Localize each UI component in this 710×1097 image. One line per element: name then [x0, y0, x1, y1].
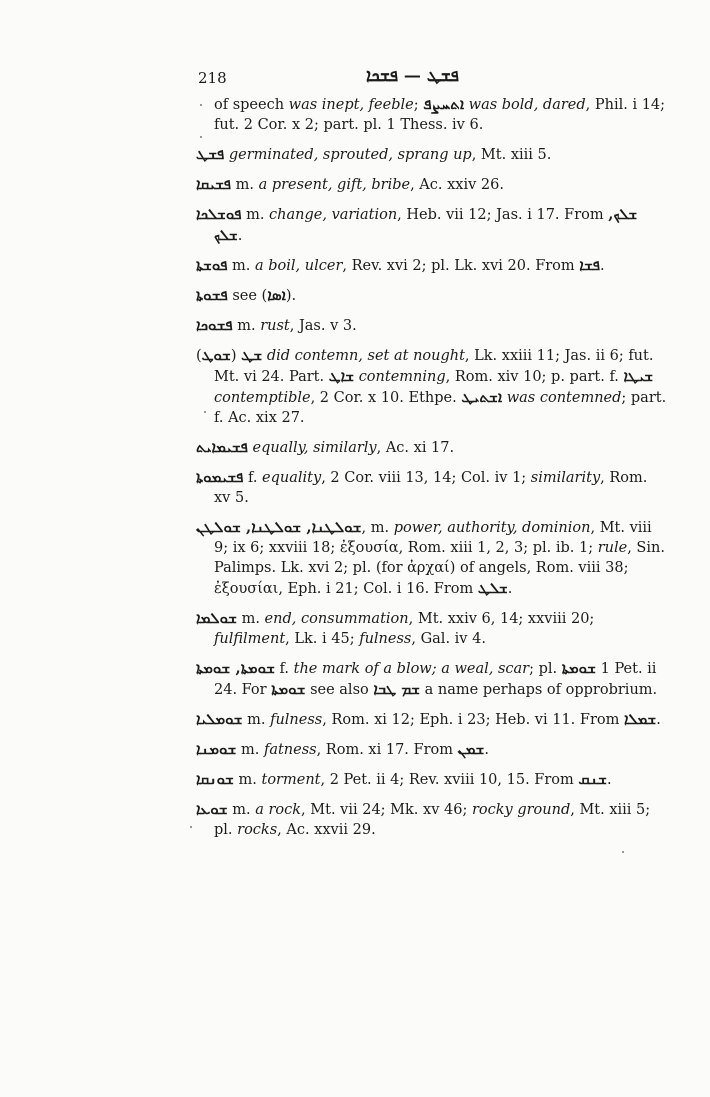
- entry-text: f.: [243, 470, 263, 486]
- entry-text: , 2 Pet. ii 4; Rev. xviii 10, 15. From: [320, 772, 579, 788]
- gloss: was inept, feeble: [288, 97, 414, 113]
- running-head: ܦܫܛ — ܦܫܟܐ: [366, 66, 459, 86]
- syriac-word: ܫܘܡܬܐ: [561, 659, 596, 677]
- gloss: similarity: [530, 470, 601, 486]
- dictionary-entry: [196, 94, 668, 135]
- syriac-word: ܫܘܡܢܐ: [196, 740, 237, 758]
- entry-text: , Rom. xi 12; Eph. i 23; Heb. vi 11. From: [322, 712, 624, 728]
- syriac-word: ܫܝܛܐ: [623, 367, 654, 385]
- entry-text: ).: [285, 288, 297, 304]
- dictionary-entry: [196, 608, 668, 649]
- syriac-word: ܐܬܚܨܦ: [423, 95, 465, 113]
- gloss: was bold, dared: [468, 97, 586, 113]
- entry-text: , Sin. Palimps. Lk. xvi 2; pl. (for ἀρχαί) of angels, Rom. viii 38; ἐξουσίαι, Eph. i 21; Col. i 16. From: [214, 540, 665, 597]
- entry-text: , Lk. i 45;: [285, 631, 360, 647]
- entry-text: ): [230, 348, 242, 364]
- dictionary-entry: [196, 769, 668, 790]
- entry-text: .: [507, 581, 513, 597]
- page-number: 218: [198, 69, 227, 87]
- dictionary-entry: [196, 517, 668, 599]
- syriac-word: ܫܘܡܬܐ: [271, 680, 306, 698]
- entry-text: .: [237, 228, 243, 244]
- entry-text: .: [656, 712, 661, 728]
- syriac-word: ܫܠܛ: [477, 579, 508, 597]
- entry-text: , Mt. xxiv 6, 14; xxviii 20;: [408, 611, 595, 627]
- syriac-word: ܫܘܡܠܝܐ: [196, 710, 243, 728]
- syriac-word: ܫܡܠܐ: [623, 710, 657, 728]
- page-speck: [200, 136, 202, 138]
- syriac-word: ܐܫܬܝܛ: [461, 388, 503, 406]
- dictionary-entry: [196, 255, 668, 276]
- entry-text: , Ac. xi 17.: [376, 440, 455, 456]
- dictionary-entry: [196, 204, 668, 246]
- gloss: fatness: [263, 742, 317, 758]
- syriac-word: ܫܘܡܬܐ, ܫܘܡܬܐ: [196, 659, 275, 677]
- entry-text: see also: [305, 682, 374, 698]
- entry-text: (: [196, 348, 202, 364]
- syriac-word: ܫܘܢܩܐ: [196, 770, 234, 788]
- gloss: a rock: [255, 802, 302, 818]
- entry-text: m.: [236, 742, 264, 758]
- gloss: rust: [260, 318, 290, 334]
- entry-text: , 2 Cor. x 10. Ethpe.: [310, 390, 462, 406]
- entry-text: ; pl.: [529, 661, 562, 677]
- entry-text: , Lk. xxiii 11; Jas. ii 6; fut. Mt. vi 24. Part.: [214, 348, 654, 385]
- gloss: torment: [261, 772, 321, 788]
- syriac-word: ܫܐܛ: [328, 367, 355, 385]
- entry-text: , Ac. xxvii 29.: [277, 822, 376, 838]
- entry-text: , Gal. iv 4.: [411, 631, 486, 647]
- page-speck: [200, 104, 202, 106]
- entry-text: m.: [233, 772, 262, 788]
- gloss: rocks: [237, 822, 278, 838]
- syriac-word: ܫܘܠܛܢܐ, ܫܘܠܛܢܐ, ܫܘܠܛܢ: [196, 518, 362, 536]
- dictionary-entry: [196, 285, 668, 306]
- entry-text: , m.: [361, 520, 394, 536]
- syriac-word: ܦܫܘܬܐ: [196, 286, 228, 304]
- dictionary-entry: [196, 437, 668, 458]
- gloss: rocky ground: [471, 802, 571, 818]
- syriac-word: ܫܘܥܐ: [196, 800, 228, 818]
- gloss: equally, similarly: [252, 440, 377, 456]
- gloss: a present, gift, bribe: [258, 177, 411, 193]
- syriac-word: ܦܫܐ: [579, 256, 600, 274]
- dictionary-entry: [196, 658, 668, 700]
- gloss: equality: [262, 470, 322, 486]
- entry-text: 1 Pet. ii 24. For: [214, 661, 657, 698]
- syriac-word: ܦܘܫܠܟܐ: [196, 205, 242, 223]
- dictionary-entry: [196, 144, 668, 165]
- entry-text: , Rom. xv 5.: [214, 470, 648, 506]
- entry-text: ;: [413, 97, 424, 113]
- entry-text: .: [484, 742, 489, 758]
- entry-text: , Mt. viii 9; ix 6; xxviii 18; ἐξουσία, Rom. xiii 1, 2, 3; pl. ib. 1;: [214, 520, 652, 556]
- page-header: [196, 64, 668, 88]
- syriac-word: ܦܫܝܡܘܬܐ: [196, 468, 244, 486]
- gloss: the mark of a blow; a weal, scar: [293, 661, 530, 677]
- dictionary-entry: [196, 315, 668, 336]
- entry-text: , Rev. xvi 2; pl. Lk. xvi 20. From: [342, 258, 580, 274]
- entry-text: m.: [242, 712, 271, 728]
- gloss: did contemn, set at nought: [266, 348, 465, 364]
- gloss: fulness: [270, 712, 323, 728]
- syriac-word: ܫܢܩ: [578, 770, 607, 788]
- page-speck: [622, 851, 624, 853]
- entry-text: of speech: [214, 97, 289, 113]
- entry-text: m.: [231, 177, 259, 193]
- gloss: change, variation: [269, 207, 398, 223]
- entry-text: m.: [241, 207, 270, 223]
- dictionary-entry: [196, 709, 668, 730]
- syriac-word: ܫܘܛ: [201, 346, 231, 364]
- entry-text: , Rom. xi 17. From: [316, 742, 458, 758]
- page-speck: [204, 411, 206, 413]
- gloss: power, authority, dominion: [393, 520, 591, 536]
- dictionary-entry: [196, 739, 668, 760]
- entry-text: .: [606, 772, 612, 788]
- gloss: a boil, ulcer: [255, 258, 343, 274]
- entry-text: ; part. f. Ac. xix 27.: [214, 390, 667, 426]
- entry-text: see (: [227, 288, 268, 304]
- entry-text: m.: [227, 802, 256, 818]
- entry-text: , Mt. xiii 5; pl.: [214, 802, 651, 838]
- gloss: contemning: [358, 369, 446, 385]
- dictionary-entry: [196, 467, 668, 508]
- dictionary-entry: [196, 799, 668, 840]
- dictionary-entry: [196, 174, 668, 195]
- syriac-word: ܦܫܝܡܐܝܬ: [196, 438, 248, 456]
- gloss: rule: [597, 540, 628, 556]
- syriac-word: ܦܫܝܩܐ: [196, 175, 232, 193]
- syriac-word: ܫܡܢ: [457, 740, 485, 758]
- dictionary-page: [196, 64, 668, 849]
- syriac-word: ܫܡ ܛܒܐ: [373, 680, 421, 698]
- syriac-word: ܫܛ: [241, 346, 263, 364]
- entry-text: m.: [236, 611, 265, 627]
- gloss: fulfilment: [214, 631, 286, 647]
- entry-text: , Mt. xiii 5.: [471, 147, 552, 163]
- syriac-word: ܫܠܟ, ܫܠܟ: [214, 205, 638, 244]
- entry-text: , Mt. vii 24; Mk. xv 46;: [301, 802, 472, 818]
- syriac-word: ܦܘܫܬܐ: [196, 256, 228, 274]
- entry-text: f.: [274, 661, 294, 677]
- entry-text: a name perhaps of opprobrium.: [420, 682, 658, 698]
- gloss: germinated, sprouted, sprang up: [228, 147, 472, 163]
- gloss: fulness: [359, 631, 412, 647]
- entry-text: , 2 Cor. viii 13, 14; Col. iv 1;: [321, 470, 531, 486]
- entry-text: m.: [227, 258, 256, 274]
- syriac-word: ܦܫܛ: [196, 145, 225, 163]
- gloss: end, consummation: [264, 611, 409, 627]
- gloss: contemptible: [214, 390, 311, 406]
- entry-text: , Rom. xiv 10; p. part. f.: [445, 369, 624, 385]
- entry-text: .: [599, 258, 605, 274]
- dictionary-entry: [196, 345, 668, 428]
- syriac-word: ܫܘܠܡܐ: [196, 609, 237, 627]
- entry-text: , Jas. v 3.: [289, 318, 357, 334]
- syriac-word: ܦܫܘܟܐ: [196, 316, 233, 334]
- entry-text: , Heb. vii 12; Jas. i 17. From: [397, 207, 609, 223]
- entry-text: , Ac. xxiv 26.: [410, 177, 504, 193]
- page-speck: [190, 826, 192, 828]
- entry-text: , Phil. i 14; fut. 2 Cor. x 2; part. pl. 1 Thess. iv 6.: [214, 97, 666, 133]
- entry-list: [196, 94, 668, 840]
- gloss: was contemned: [506, 390, 622, 406]
- syriac-word: ܐܣܐ: [267, 286, 286, 304]
- entry-text: m.: [232, 318, 261, 334]
